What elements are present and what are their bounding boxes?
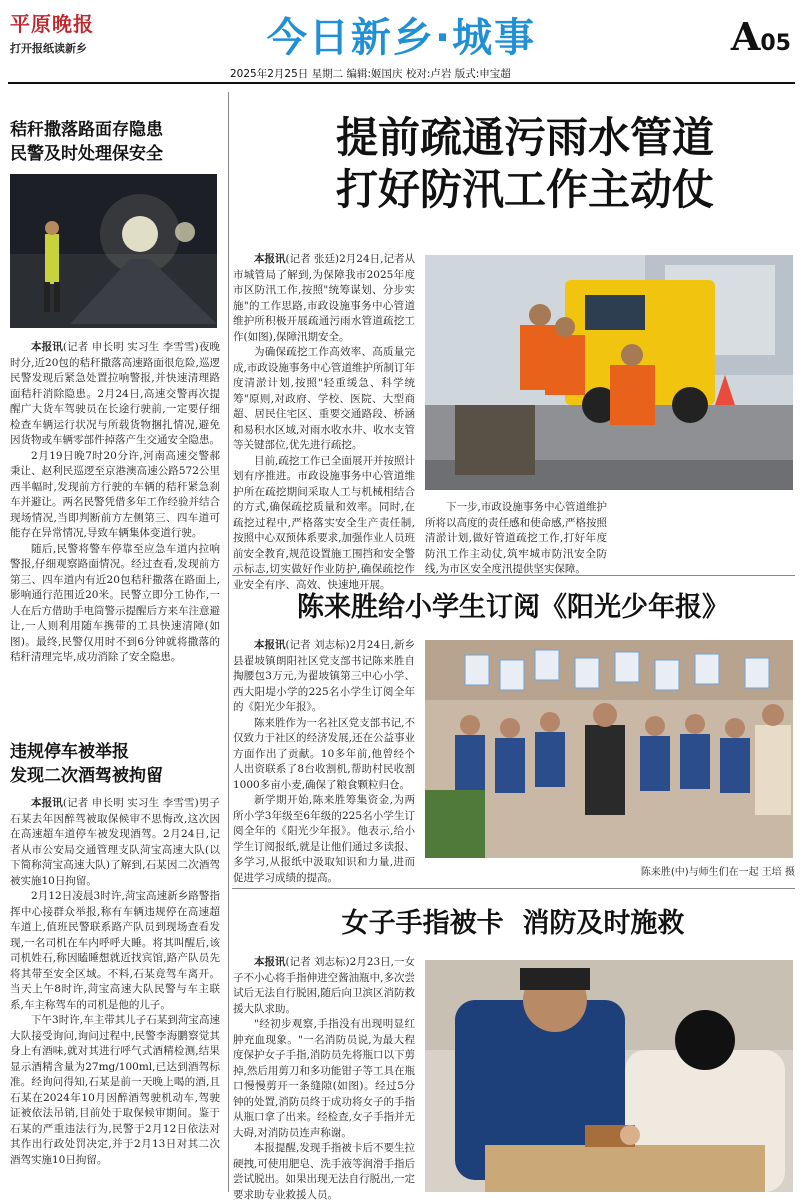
article4-photo <box>425 640 793 858</box>
article2-paragraph: 2月12日凌晨3时许,菏宝高速新乡路警指挥中心接群众举报,称有车辆违规停在高速超车道上,值班民警联系路产队员到现场查看发现,一名司机在车内呼呼大睡。将其叫醒后,该司机姓石,称因瞌睡想就近找宾馆,路产队员先将其带至安全区域。不料,石某竟驾车离开。当天上午8时许,菏宝高速大队民警与车主联系,车主称驾车的司机是他的儿子。 <box>10 890 220 1011</box>
article1-paragraph: 随后,民警将警车停靠至应急车道内拉响警报,仔细观察路面情况。经过查看,发现前方第三、四车道内有近20包秸秆撒落在路面上,影响通行范围近20米。民警立即分工协作,一人在后方借助手电筒警示提醒后方来车注意避让,一人则利用随车携带的工具快速清障(如图)。最终,民警仅用时不到6分钟就将撒落的秸秆清理完毕,成功消除了安全隐患。 <box>10 542 220 663</box>
article5-paragraph: "经初步观察,手指没有出现明显红肿充血现象。"一名消防员说,为最大程度保护女子手指,消防员先将瓶口以下剪掉,然后用剪刀和多功能钳子等工具在瓶口慢慢剪开一条缝隙(如图)。经过5分钟的处置,消防员终于成功将女子的手指从瓶口拿了出来。经检查,女子手指并无大碍,对消防员连声称谢。 <box>233 1018 415 1139</box>
article1-lead: 本报讯 <box>31 341 63 353</box>
article2-lead: 本报讯 <box>31 797 63 809</box>
article4-body <box>233 638 416 884</box>
article2-headline <box>10 740 222 788</box>
newspaper-slogan: 打开报纸读新乡 <box>10 42 87 55</box>
article4-paragraph: 新学期开始,陈来胜筹集资金,为两所小学3年级至6年级的225名小学生订阅全年的《阳光少年报》。他表示,给小学生订阅报纸,就是让他们通过多读报、多学习,从报纸中汲取知识和力量,进而促进学习成绩的提高。 <box>233 794 415 884</box>
article5-body <box>233 955 416 1201</box>
article4-paragraph: 2月24日,新乡县翟坡镇朗阳社区党支部书记陈来胜自掏腰包3万元,为翟坡镇第三中心小学、西大阳堤小学的225名小学生订阅全年的《阳光少年报》。 <box>233 639 416 713</box>
article5-photo <box>425 960 793 1192</box>
article1-headline <box>10 118 222 166</box>
article2-byline: (记者 申长明 实习生 李雪雪) <box>62 797 199 809</box>
story-divider <box>232 888 795 889</box>
page-digits: 05 <box>760 31 791 56</box>
article4-byline: (记者 刘志标) <box>285 639 350 651</box>
article2-body <box>10 796 220 1192</box>
article5-headline: 女子手指被卡 消防及时施救 <box>341 908 685 939</box>
article4-paragraph: 陈来胜作为一名社区党支部书记,不仅致力于社区的经济发展,还在公益事业方面作出了贡献。10多年前,他曾经个人出资联系了8台收割机,帮助村民收割1000多亩小麦,确保了粮食颗粒归仓。 <box>233 716 415 791</box>
article3-headline <box>255 112 795 216</box>
article5-lead: 本报讯 <box>254 956 286 968</box>
page-letter: A <box>730 14 761 59</box>
article4-lead: 本报讯 <box>254 639 286 651</box>
article2-title-line2: 发现二次酒驾被拘留 <box>10 766 163 786</box>
article1-title-line1: 秸秆撒落路面存隐患 <box>10 120 163 140</box>
article1-title-line2: 民警及时处理保安全 <box>10 144 163 164</box>
article1-byline: (记者 申长明 实习生 李雪雪) <box>62 341 199 353</box>
article3-paragraph: 2月24日,记者从市城管局了解到,为保障我市2025年度市区防汛工作,按照"统筹谋划、分步实施"的工作思路,市政设施事务中心管道维护所积极开展疏通污雨水管道疏挖工作(如图),保障汛期安全。 <box>233 253 415 343</box>
article2-paragraph: 下午3时许,车主带其儿子石某到菏宝高速大队接受询问,询问过程中,民警李海鹏察觉其身上有酒味,就对其进行呼气式酒精检测,结果显示酒精含量为27mg/100ml,已达到酒驾标准。经询问得知,石某是前一天晚上喝的酒,且石某在2024年10月因醉酒驾驶机动车,驾驶证被依法吊销,目前处于取保候审期间。鉴于石某的严重违法行为,民警于2月12日依法对其作出行政处罚决定,并于2月13日对其二次酒驾实施10日拘留。 <box>10 1014 220 1166</box>
article3-paragraph: 下一步,市政设施事务中心管道维护所将以高度的责任感和使命感,严格按照清淤计划,做好管道疏挖工作,打好年度防汛工作主动仗,筑牢城市防汛安全防线,为市区安全度汛提供坚实保障。 <box>425 501 607 575</box>
article4-headline: 陈来胜给小学生订阅《阳光少年报》 <box>297 592 729 623</box>
article5-byline: (记者 刘志标) <box>285 956 350 968</box>
article4-photo-caption: 陈来胜(中)与师生们在一起 王培 摄 <box>640 867 795 878</box>
column-divider <box>228 92 229 1192</box>
story-divider <box>232 575 795 576</box>
article3-body-col2 <box>425 500 607 575</box>
masthead-rule <box>8 82 795 84</box>
article1-body <box>10 340 220 700</box>
article3-lead: 本报讯 <box>254 253 286 265</box>
article3-photo <box>425 255 793 490</box>
article3-title-line2: 打好防汛工作主动仗 <box>335 165 714 214</box>
article1-paragraph: 2月19日晚7时20分许,河南高速交警郝秉让、赵利民巡逻至京港澳高速公路572公里西半幅时,发现前方行驶的车辆的秸秆紧急刹车并避让。两名民警凭借多年工作经验并结合现场情况,当即判断前方左侧第三、四车道可能存在异常情况,导致车辆集体变道行驶。 <box>10 449 220 539</box>
article5-paragraph: 2月23日,一女子不小心将手指伸进空酱油瓶中,多次尝试后无法自行脱困,随后向卫滨区消防救援大队求助。 <box>233 956 416 1015</box>
article3-paragraph: 目前,疏挖工作已全面展开并按照计划有序推进。市政设施事务中心管道维护所在疏挖期间采取人工与机械相结合的方式,确保疏挖质量和效率。同时,在疏挖过程中,严格落实安全生产责任制,按照中心双预体系要求,加强作业人员班前安全教育,规范设置施工围挡和安全警示标志,切实做好作业防护,确保疏挖作业安全有序、高效、快速地开展。 <box>233 454 415 591</box>
article2-title-line1: 违规停车被举报 <box>10 742 129 762</box>
article3-body-col1 <box>233 252 415 591</box>
newspaper-logo: 平原晚报 <box>10 12 94 36</box>
article3-title-line1: 提前疏通污雨水管道 <box>335 113 714 162</box>
article3-paragraph: 为确保疏挖工作高效率、高质量完成,市政设施事务中心管道维护所制订年度清淤计划,按照"轻重缓急、科学统筹"原则,对政府、学校、医院、大型商超、居民住宅区、重要交通路段、桥涵和易积水区域,对雨水收水井、收水支管等关键部位,优先进行疏挖。 <box>233 346 415 451</box>
section-title: 今日新乡·城事 <box>266 15 537 61</box>
article1-photo <box>10 174 217 328</box>
page-number <box>731 14 791 59</box>
article3-byline: (记者 张廷) <box>285 253 340 265</box>
article2-paragraph: 男子石某去年因醉驾被取保候审不思悔改,这次因在高速超车道停车被发现酒驾。2月24日,记者从市公安局交通管理支队菏宝高速大队(以下简称菏宝高速大队)了解到,石某因二次酒驾被实施10日拘留。 <box>10 797 220 887</box>
article5-paragraph: 本报提醒,发现手指被卡后不要生拉硬拽,可使用肥皂、洗手液等润滑手指后尝试脱出。如果出现无法自行脱出,一定要求助专业救援人员。 <box>233 1142 415 1201</box>
article1-paragraph: 夜晚时分,近20包的秸秆撒落高速路面很危险,巡逻民警发现后紧急处置拉响警报,并快速清理路面秸秆消除隐患。2月24日,高速交警再次提醒广大货车驾驶员在长途行驶前,一定要仔细检查车辆运行状况与所载货物捆扎情况,避免因货物或车辆零部件掉落产生交通安全隐患。 <box>10 341 220 446</box>
dateline: 2025年2月25日 星期二 编辑:姬国庆 校对:卢岩 版式:申宝超 <box>230 68 511 80</box>
